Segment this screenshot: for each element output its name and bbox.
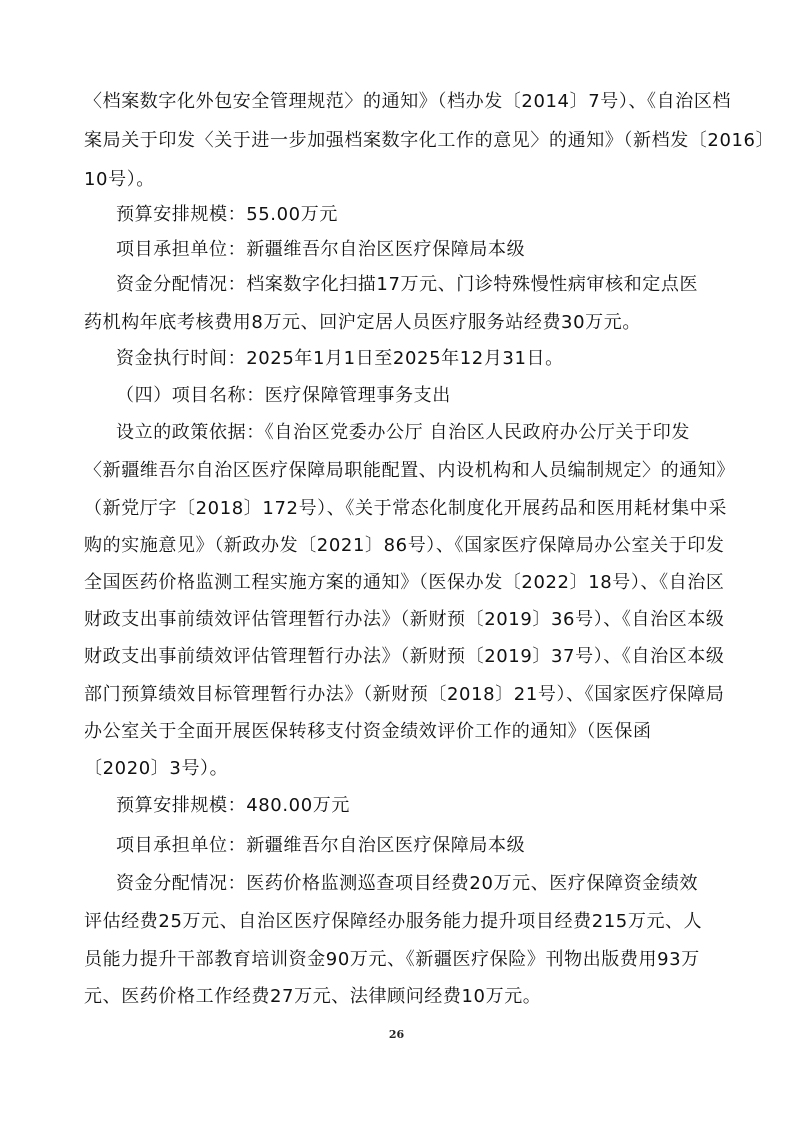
text-line: 资金执行时间：2025年1月1日至2025年12月31日。 <box>116 348 564 369</box>
text-line: 〔2020〕3号）。 <box>84 758 229 779</box>
text-line: 项目承担单位：新疆维吾尔自治区医疗保障局本级 <box>116 239 526 260</box>
text-line: 10号）。 <box>84 169 155 190</box>
text-line: 评估经费25万元、自治区医疗保障经办服务能力提升项目经费215万元、人 <box>84 911 703 932</box>
text-line: 元、医药价格工作经费27万元、法律顾问经费10万元。 <box>84 986 542 1007</box>
text-line: 财政支出事前绩效评估管理暂行办法》（新财预〔2019〕36号）、《自治区本级 <box>84 609 725 630</box>
text-line: 预算安排规模：55.00万元 <box>116 204 338 225</box>
text-line: 全国医药价格监测工程实施方案的通知》（医保办发〔2022〕18号）、《自治区 <box>84 572 725 593</box>
text-line: 财政支出事前绩效评估管理暂行办法》（新财预〔2019〕37号）、《自治区本级 <box>84 646 725 667</box>
text-line: 员能力提升干部教育培训资金90万元、《新疆医疗保险》刊物出版费用93万 <box>84 949 700 970</box>
section-heading: （四）项目名称：医疗保障管理事务支出 <box>116 385 451 406</box>
text-line: 〈新疆维吾尔自治区医疗保障局职能配置、内设机构和人员编制规定〉的通知》 <box>84 460 735 481</box>
text-line: 资金分配情况：医药价格监测巡查项目经费20万元、医疗保障资金绩效 <box>116 873 699 894</box>
text-line: 〈档案数字化外包安全管理规范〉的通知》（档办发〔2014〕7号）、《自治区档 <box>84 91 732 112</box>
text-line: 部门预算绩效目标管理暂行办法》（新财预〔2018〕21号）、《国家医疗保障局 <box>84 684 725 705</box>
text-line: 案局关于印发〈关于进一步加强档案数字化工作的意见〉的通知》（新档发〔2016〕 <box>84 130 775 151</box>
text-line: 预算安排规模：480.00万元 <box>116 795 350 816</box>
page-number: 26 <box>388 1028 405 1041</box>
text-line: （新党厅字〔2018〕172号）、《关于常态化制度化开展药品和医用耗材集中采 <box>84 498 727 519</box>
text-line: 办公室关于全面开展医保转移支付资金绩效评价工作的通知》（医保函 <box>84 721 652 742</box>
text-line: 项目承担单位：新疆维吾尔自治区医疗保障局本级 <box>116 835 526 856</box>
text-line: 资金分配情况：档案数字化扫描17万元、门诊特殊慢性病审核和定点医 <box>116 274 699 295</box>
text-line: 药机构年底考核费用8万元、回沪定居人员医疗服务站经费30万元。 <box>84 312 641 333</box>
text-line: 购的实施意见》（新政办发〔2021〕86号）、《国家医疗保障局办公室关于印发 <box>84 535 725 556</box>
text-line: 设立的政策依据：《自治区党委办公厅 自治区人民政府办公厅关于印发 <box>116 422 690 443</box>
